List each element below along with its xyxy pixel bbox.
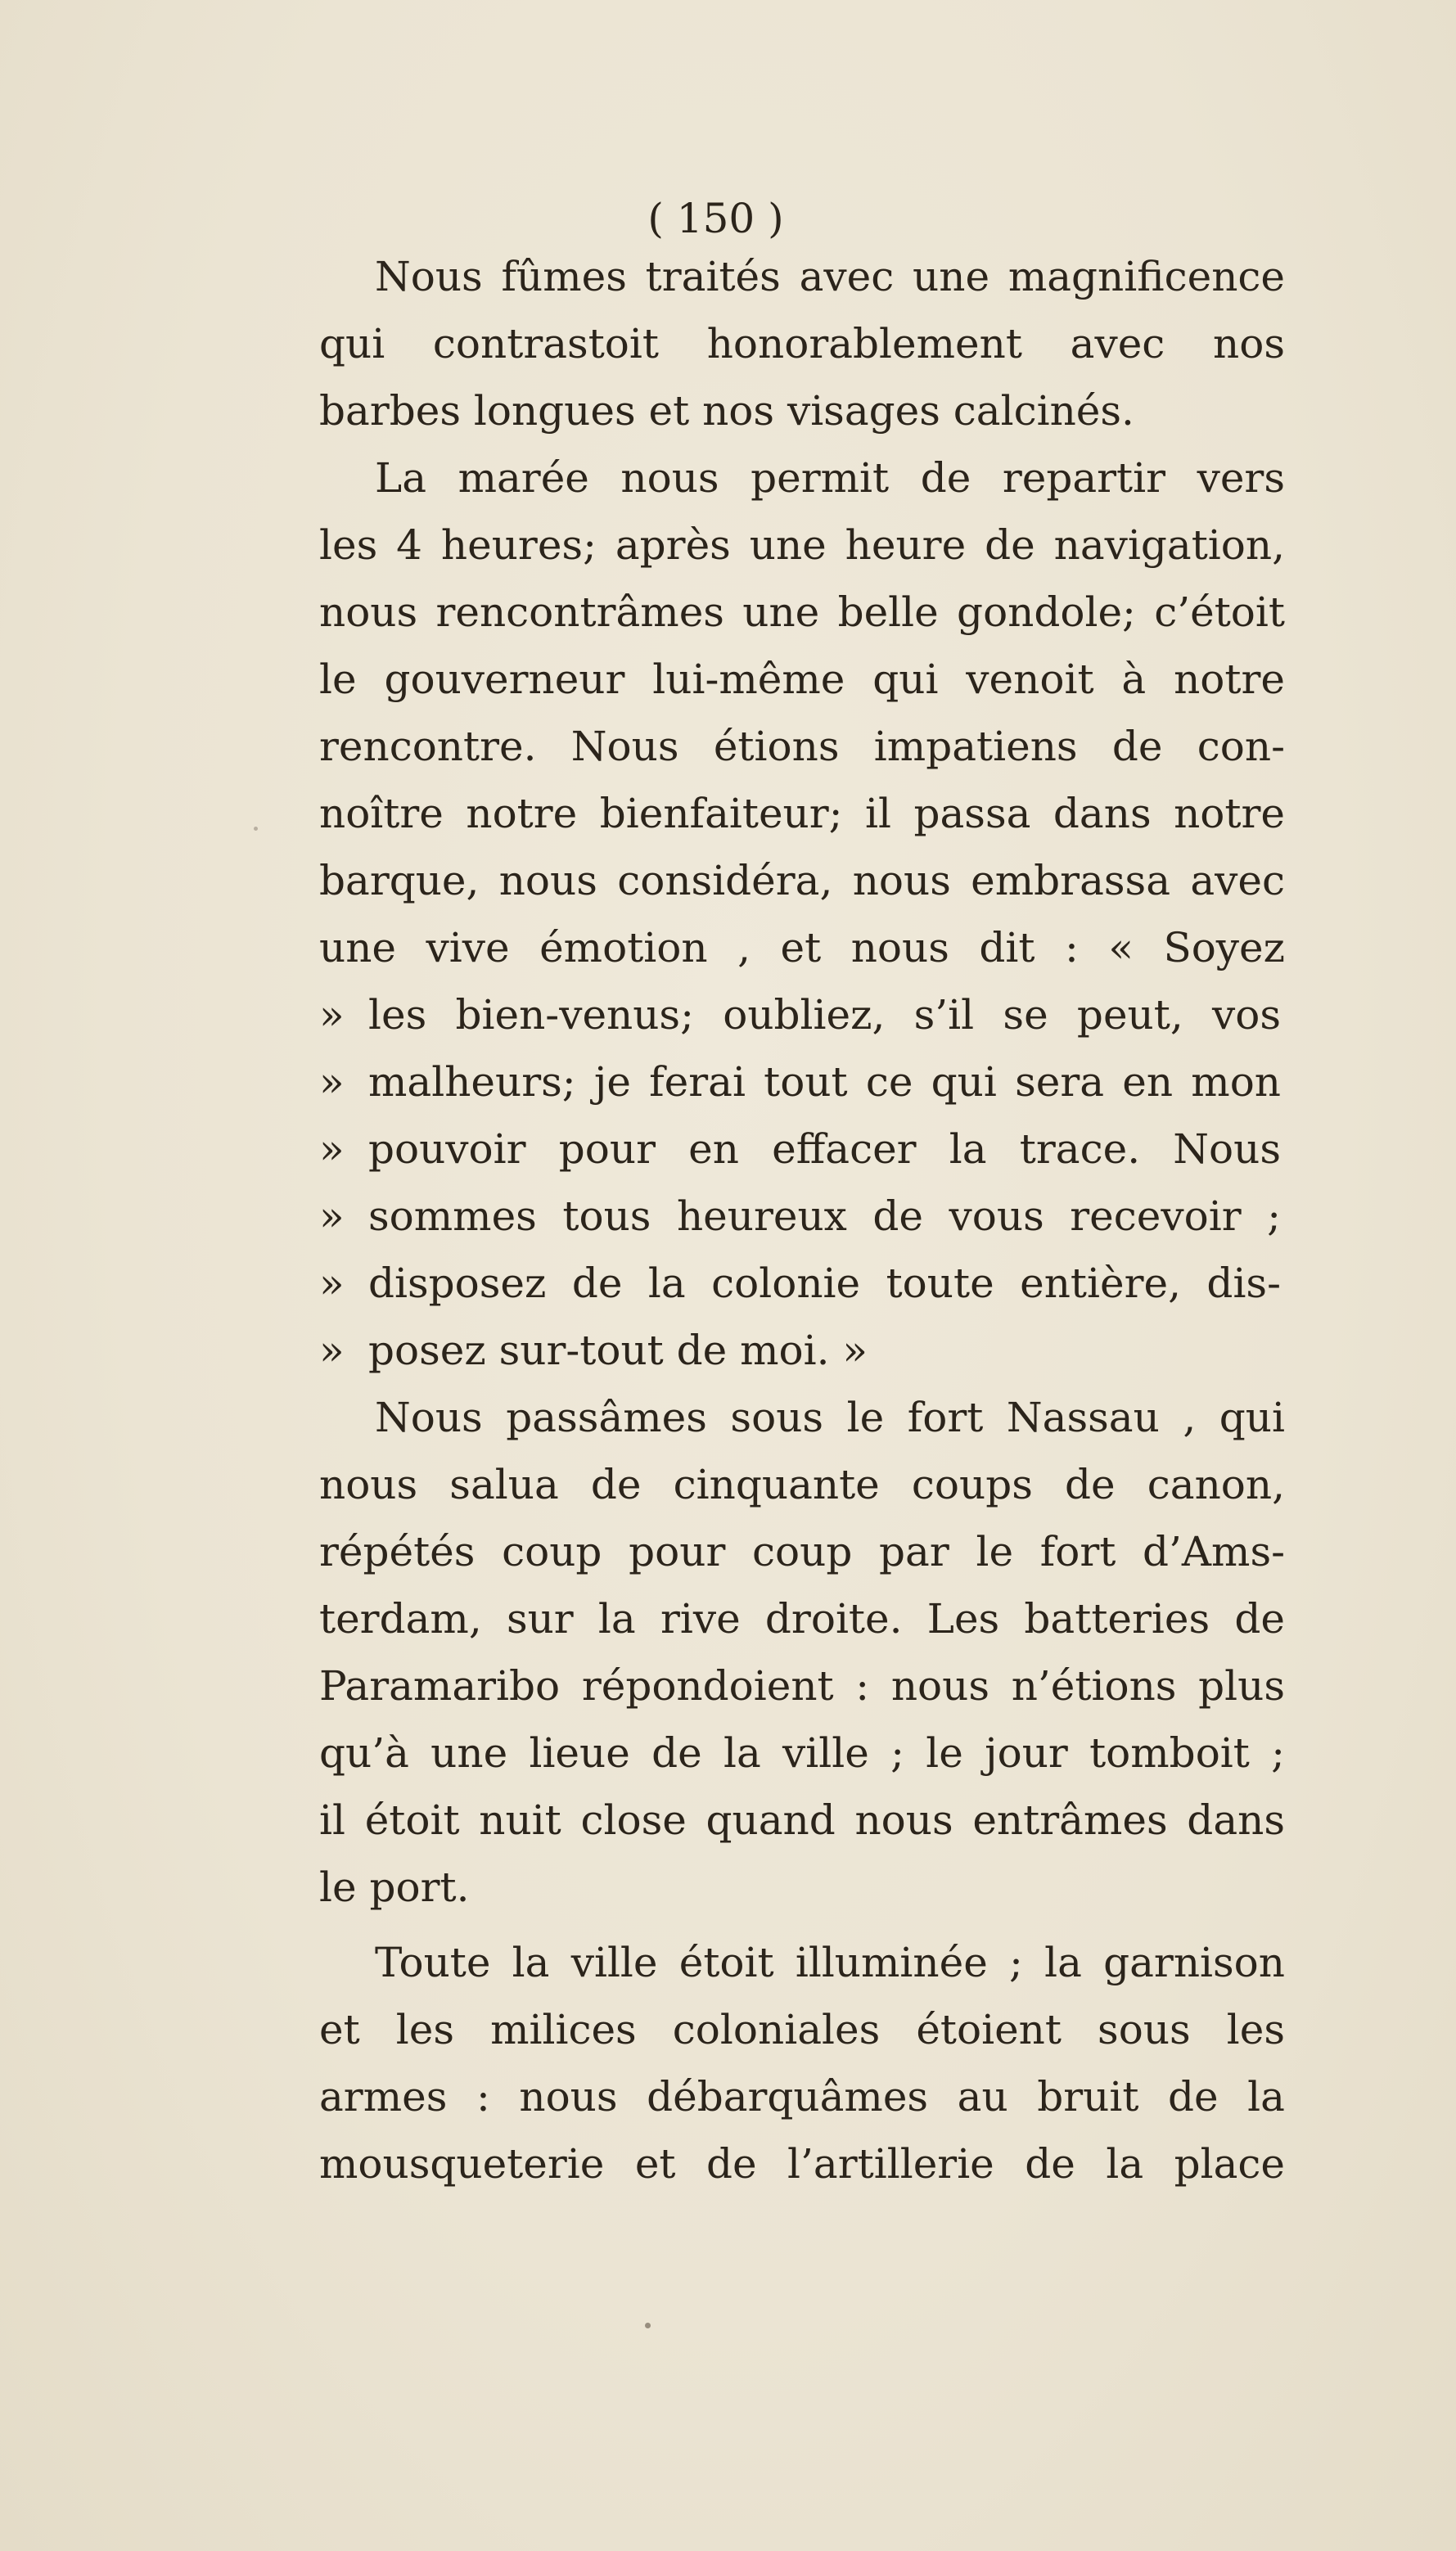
quote-mark: »: [319, 1260, 345, 1307]
page-number-text: ( 150 ): [647, 195, 784, 242]
text-line: mousqueterie et de l’artillerie de la place: [319, 2140, 1285, 2188]
text-line: barbes longues et nos visages calcinés.: [319, 387, 1134, 435]
text-line: répétés coup pour coup par le fort d’Ams-: [319, 1528, 1285, 1575]
quote-text: les bien-venus; oubliez, s’il se peut, vos: [368, 991, 1281, 1039]
text-line: le port.: [319, 1864, 470, 1911]
text-line: qu’à une lieue de la ville ; le jour tomboit ;: [319, 1729, 1285, 1777]
text-line: Nous passâmes sous le fort Nassau , qui: [375, 1394, 1285, 1441]
page-number: [0, 185, 1456, 252]
paper-speck: [254, 827, 258, 831]
paper-speck: [645, 2323, 651, 2328]
quote-text: disposez de la colonie toute entière, dis-: [368, 1260, 1281, 1307]
quote-line: [319, 1250, 1285, 1317]
quote-line: [319, 1317, 1285, 1384]
text-line: le gouverneur lui-même qui venoit à notre: [319, 656, 1285, 703]
quote-text: sommes tous heureux de vous recevoir ;: [368, 1192, 1281, 1240]
text-line: noître notre bienfaiteur; il passa dans notre: [319, 790, 1285, 837]
text-line: les 4 heures; après une heure de navigation,: [319, 521, 1285, 569]
text-line: qui contrastoit honorablement avec nos: [319, 320, 1285, 367]
quote-mark: »: [319, 1058, 345, 1106]
quote-mark: »: [319, 1192, 345, 1240]
quote-line: [319, 1115, 1285, 1183]
text-line: Nous fûmes traités avec une magnificence: [375, 253, 1285, 300]
quote-mark: »: [319, 1327, 345, 1374]
quote-mark: »: [319, 991, 345, 1039]
quote-text: posez sur-tout de moi. »: [368, 1327, 868, 1374]
quote-text: pouvoir pour en effacer la trace. Nous: [368, 1125, 1281, 1173]
text-line: barque, nous considéra, nous embrassa avec: [319, 857, 1285, 904]
quote-line: [319, 1048, 1285, 1115]
text-line: armes : nous débarquâmes au bruit de la: [319, 2073, 1285, 2121]
text-line: terdam, sur la rive droite. Les batteries de: [319, 1595, 1285, 1643]
text-line: et les milices coloniales étoient sous les: [319, 2006, 1285, 2053]
text-line: il étoit nuit close quand nous entrâmes dans: [319, 1796, 1285, 1844]
text-line: Paramaribo répondoient : nous n’étions plus: [319, 1662, 1285, 1710]
quote-line: [319, 981, 1285, 1048]
quote-mark: »: [319, 1125, 345, 1173]
text-line: Toute la ville étoit illuminée ; la garnison: [375, 1939, 1285, 1986]
text-line: une vive émotion , et nous dit : « Soyez: [319, 924, 1285, 971]
text-line: rencontre. Nous étions impatiens de con-: [319, 723, 1285, 770]
quote-line: [319, 1183, 1285, 1250]
text-line: La marée nous permit de repartir vers: [375, 454, 1285, 502]
text-line: nous salua de cinquante coups de canon,: [319, 1461, 1285, 1508]
quote-text: malheurs; je ferai tout ce qui sera en mon: [368, 1058, 1281, 1106]
text-line: nous rencontrâmes une belle gondole; c’étoit: [319, 588, 1285, 636]
